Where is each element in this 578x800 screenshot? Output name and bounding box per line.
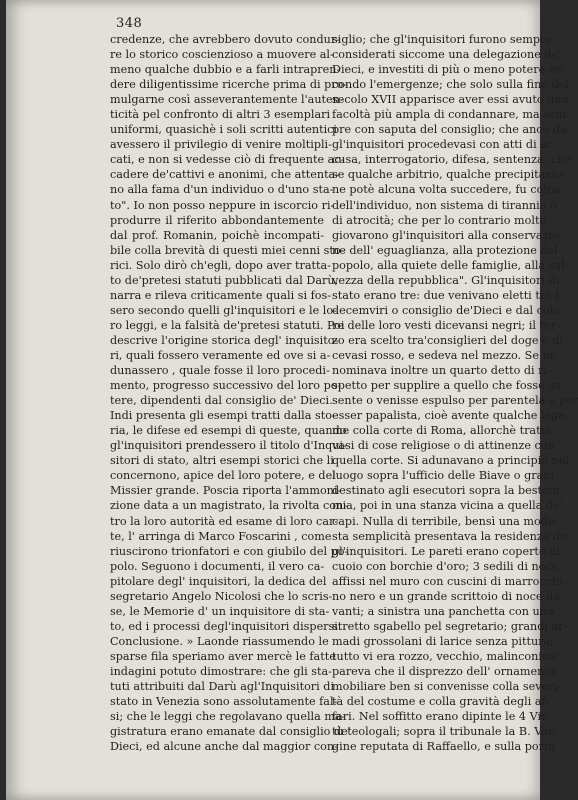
text-line: Dieci, e investiti di più o meno potere se- [332, 63, 565, 77]
text-line: dal prof. Romanin, poichè incompati- [110, 228, 324, 242]
text-line: mento, progresso successivo del loro po- [110, 379, 342, 393]
text-line: sparse fila speriamo aver mercè le fatte [110, 649, 336, 663]
text-line: cusa, interrogatorio, difesa, sentenza; che [332, 153, 572, 167]
text-line: credenze, che avrebbero dovuto condur- [110, 33, 340, 46]
text-line: re delle loro vesti dicevansi negri; il ter- [332, 318, 560, 332]
text-line: vezza della repubblica". Gl'inquisitori di [332, 273, 560, 287]
text-line: zo era scelto tra'consiglieri del doge e di- [332, 333, 567, 347]
text-line: cadere de'cattivi e anonimi, che attenta- [110, 168, 340, 182]
text-line: capi. Nulla di terribile, bensì una mode- [332, 514, 559, 528]
text-line: meno qualche dubbio e a farli intrapren- [110, 63, 341, 77]
text-line: siglio; che gl'inquisitori furono sempre [332, 33, 552, 46]
text-line: secolo XVII apparisce aver essi avuto una [332, 93, 569, 107]
text-line: ne dell' eguaglianza, alla protezione del [332, 243, 558, 257]
text-line: pareva che il disprezzo dell' ornamento [332, 664, 556, 678]
page-number: 348 [116, 16, 143, 31]
text-line: gine reputata di Raffaello, e sulla porta [332, 740, 556, 754]
text-line: di atrocità; che per lo contrario molto [332, 213, 547, 227]
text-line: esser papalista, cioè avente qualche lega- [332, 409, 569, 423]
text-line: affissi nel muro con cuscini di marrocchi- [332, 574, 567, 588]
text-line: produrre il riferito abbondantemente [110, 213, 324, 227]
text-line: popolo, alla quiete delle famiglie, alla sal- [332, 258, 569, 272]
text-line: pre con saputa del consiglio; che anco da- [332, 123, 571, 137]
text-line: gl'inquisitori prendessero il titolo d'Inqui- [110, 439, 347, 453]
text-line: destinato agli esecutori sopra la bestem- [332, 484, 564, 498]
text-line: to de'pretesi statuti pubblicati dal Darù, [110, 273, 339, 287]
text-line: gl'inquisitori procedevasi con atti di ac- [332, 138, 557, 152]
text-line: ri, quali fossero veramente ed ove si a- [110, 348, 331, 362]
text-line: ro leggi, e la falsità de'pretesi statuti. Poi [110, 318, 345, 332]
text-line: cevasi rosso, e sedeva nel mezzo. Se ne [332, 348, 557, 362]
text-line: condo l'emergenze; che solo sulla fine del [332, 78, 569, 92]
text-line: se, le Memorie d' un inquisitore di sta- [110, 604, 330, 618]
text-line: giovarono gl'inquisitori alla conservazio- [332, 228, 563, 242]
text-line: tutto vi era rozzo, vecchio, malinconico; [332, 649, 559, 663]
text-line: nominava inoltre un quarto detto di ri- [332, 364, 551, 378]
book-page [6, 0, 578, 800]
text-line: narra e rileva criticamente quali si fos- [110, 288, 331, 302]
text-line: indagini potuto dimostrare: che gli sta- [110, 664, 332, 678]
text-line: pitolare degl' inquisitori, la dedica del [110, 574, 327, 588]
text-line: rici. Solo dirò ch'egli, dopo aver tratta- [110, 258, 331, 272]
text-line: tro la loro autorità ed esame di loro car- [110, 514, 339, 528]
right-text-column [332, 32, 578, 754]
text-line: vanti; a sinistra una panchetta con uno [332, 604, 554, 618]
text-line: sente o venisse espulso per parentela o per [332, 394, 578, 408]
text-line: Dieci, ed alcune anche dal maggior con- [110, 740, 338, 754]
text-line: dere diligentissime ricerche prima di pro- [110, 78, 348, 92]
text-line: bile colla brevità di questi miei cenni sto- [110, 243, 345, 257]
text-line: facoltà più ampla di condannare, ma sem- [332, 108, 570, 122]
text-line: cati, e non si vedesse ciò di frequente ac- [110, 153, 345, 167]
text-line: polo. Seguono i documenti, il vero ca- [110, 559, 325, 573]
text-line: tuti attribuiti dal Darù agl'Inquisitori di [110, 680, 335, 694]
text-line: to". Io non posso neppure in iscorcio ri- [110, 198, 335, 212]
text-line: descrive l'origine storica degl' inquisito- [110, 333, 339, 347]
text-line: stato in Venezia sono assolutamente fal- [110, 695, 338, 709]
text-line: gistratura erano emanate dal consiglio de' [110, 725, 351, 739]
text-line: me colla corte di Roma, allorchè tratta- [332, 424, 556, 438]
text-line: fari. Nel soffitto erano dipinte le 4 Vir- [332, 710, 551, 724]
text-line: dunassero , quale fosse il loro procedi- [110, 364, 330, 378]
text-line: cuoio con borchie d'oro; 3 sedili di noce [332, 559, 559, 573]
text-line: segretario Angelo Nicolosi che lo scris- [110, 589, 333, 603]
text-line: riuscirono trionfatori e con giubilo del po- [110, 544, 349, 558]
text-line: tù teologali; sopra il tribunale la B. Ver- [332, 725, 558, 739]
text-line: mia, poi in una stanza vicina a quella de' [332, 499, 563, 513]
text-line: Indi presenta gli esempi tratti dalla sto- [110, 409, 336, 423]
left-text-column [110, 32, 351, 754]
text-line: vasi di cose religiose o di attinenze con [332, 439, 555, 453]
text-line: no alla fama d'un individuo o d'uno sta- [110, 183, 334, 197]
text-line: mobiliare ben si convenisse colla severi- [332, 680, 561, 694]
text-line: stretto sgabello pel segretario; grandi ar- [332, 619, 568, 633]
text-line: mulgarne così asseverantemente l'auten- [110, 93, 344, 107]
text-line: avessero il privilegio di venire moltipli- [110, 138, 332, 152]
text-line: te, l' arringa di Marco Foscarini , come [110, 529, 332, 543]
text-line: no nero e un grande scrittoio di noce da- [332, 589, 564, 603]
text-line: spetto per supplire a quello che fosse as- [332, 379, 565, 393]
text-line: decemviri o consiglio de'Dieci e dal colo- [332, 303, 564, 317]
text-line: ria, le difese ed esempi di queste, quando [110, 424, 347, 438]
text-line: ne potè alcuna volta succedere, fu colpa [332, 183, 561, 197]
text-line: sero secondo quelli gl'inquisitori e le lo- [110, 303, 337, 317]
text-line: stato erano tre: due venivano eletti tra i [332, 288, 559, 302]
text-line: tere, dipendenti dal consiglio de' Dieci. [110, 394, 333, 408]
text-line: gl'inquisitori. Le pareti erano coperte di [332, 544, 560, 558]
text-line: se qualche arbitrio, qualche precipitazio- [332, 168, 566, 182]
text-line: Conclusione. » Laonde riassumendo le [110, 634, 329, 648]
text-line: zione data a un magistrato, la rivolta con- [110, 499, 348, 513]
text-line: sta semplicità presentava la residenza de- [332, 529, 571, 543]
text-line: tà del costume e colla gravità degli af- [332, 695, 550, 709]
text-line: dell'individuo, non sistema di tirannia o [332, 198, 557, 212]
text-line: re lo storico coscienzioso a muovere al- [110, 48, 334, 62]
text-line: considerati siccome una delegazione de' [332, 48, 562, 62]
text-line: si; che le leggi che regolavano quella ma- [110, 710, 346, 724]
text-line: madi grossolani di larice senza pittura; [332, 634, 554, 648]
text-line: luogo sopra l'ufficio delle Biave o grani [332, 469, 555, 483]
text-line: to, ed i processi degl'inquisitori dispersi. [110, 619, 342, 633]
text-line: sitori di stato, altri esempi storici che li [110, 454, 334, 468]
text-line: ticità pel confronto di altri 3 esemplari [110, 108, 331, 122]
text-line: concernono, apice del loro potere, e del [110, 469, 336, 483]
text-line: quella corte. Si adunavano a principio nel [332, 454, 569, 468]
text-line: Missier grande. Poscia riporta l'ammoni- [110, 484, 342, 498]
text-line: uniformi, quasichè i soli scritti autentici [110, 123, 338, 137]
